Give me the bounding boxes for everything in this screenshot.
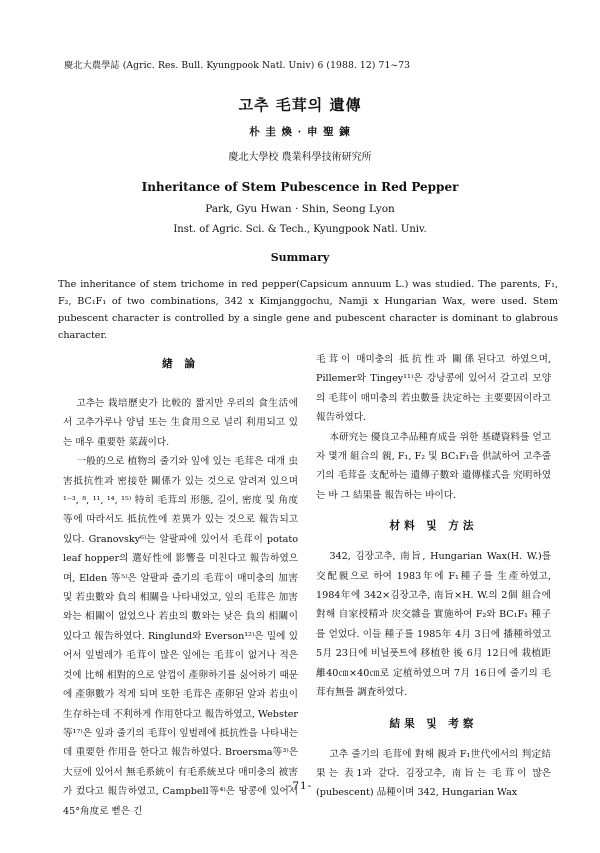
intro-paragraph-2: 一般的으로 植物의 줄기와 잎에 있는 毛茸은 대개 虫害抵抗性과 密接한 關係가 있는 것으로 알려져 있으며¹⁻³, ⁸, ¹¹, ¹⁴, ¹⁵⁾ 特히 毛茸의 形態, 길이, 密度 및 角度 等에 따라서도 抵抗性에 差異가 있는 것으로 報告되고 있다. Granovsky⁶⁾는 알팔파에 있어서 毛茸이 potato leaf hopper의 選好性에 影響을 미친다고 報告하였으며, Elden 等⁵⁾은 알팔파 줄기의 毛茸이 매미충의 加害 및 若虫數와 負의 相關을 나타내었고, 잎의 毛茸은 加害와는 相關이 없었으나 若虫의 數와는 낮은 負의 相關이 있다고 報告하였다. Ringlund와 Everson¹²⁾은 밀에 있어서 잎벌레가 毛茸이 많은 잎에는 毛茸이 없거나 적은 것에 比해 相對的으로 알껍이 產卵하기를 싫어하기 때문에 產卵數가 적게 되며 또한 毛茸은 產卵된 알과 若虫이 生存하는데 不利하게 作用한다고 報告하였고, Webster 等¹⁷⁾은 잎과 줄기의 毛茸이 잎벌레에 抵抗性을 나타내는데 重要한 作用을 한다고 報告하였다. Broersma等³⁾은 大豆에 있어서 無毛系統이 有毛系統보다 매미충의 被害가 컸다고 報告하였고, Campbell等⁴⁾은 땅콩에 있어서 45°角度로 뻗은 긴 <box>63 456 298 817</box>
left-column <box>63 350 298 821</box>
english-authors: Park, Gyu Hwan · Shin, Seong Lyon <box>205 203 395 215</box>
intro-objective-paragraph: 本研究는 優良고추品種育成을 위한 基礎資料를 얻고자 몇개 組合의 親, F₁, F₂ 및 BC₁F₁을 供試하여 고추줄기의 毛茸을 支配하는 遺傳子數와 遺傳樣式을 究明하였는 바 그 結果를 報告하는 바이다. <box>316 431 551 501</box>
korean-authors: 朴 圭 煥 · 申 聖 鍊 <box>249 126 351 138</box>
summary-text: The inheritance of stem trichome in red pepper(Capsicum annuum L.) was studied. The parents, F₁, F₂, BC₁F₁ of two combinations, 342 x Kimjanggochu, Namji x Hungarian Wax, were used. Stem pubescent character is controlled by a single gene and pubescent character is dominant to glabrous character. <box>58 279 558 341</box>
english-affiliation: Inst. of Agric. Sci. & Tech., Kyungpook Natl. Univ. <box>173 224 427 235</box>
korean-title: 고추 毛茸의 遺傳 <box>238 96 362 114</box>
right-column <box>316 350 551 803</box>
results-paragraph: 고추 줄기의 毛茸에 對해 親과 F₁世代에서의 判定結果는 表1과 같다. 김장고추, 南旨는 毛茸이 많은(pubescent) 品種이며 342, Hungarian Wax <box>316 748 551 799</box>
intro-paragraph-1: 고추는 栽培歷史가 比較的 짧지만 우리의 食生活에서 고추가루나 양념 또는 生食用으로 널리 利用되고 있는 매우 重要한 菜蔬이다. <box>63 398 298 448</box>
introduction-heading: 緖 論 <box>162 358 199 370</box>
methods-heading: 材料 및 方法 <box>389 520 478 533</box>
summary-heading: Summary <box>270 251 330 264</box>
results-heading: 結果 및 考察 <box>389 717 478 730</box>
english-title: Inheritance of Stem Pubescence in Red Pepper <box>141 180 459 194</box>
methods-paragraph: 342, 김장고추, 南旨, Hungarian Wax(H. W.)를 交配親으로 하여 1983年에 F₁種子를 生產하였고, 1984年에 342×김장고추, 南旨×H. W.의 2個 組合에 對해 自家授精과 戻交雜을 實施하여 F₂와 BC₁F₁ 種子를 얻었다. 이들 種子를 1985年 4月 3日에 播種하였고 5月 23日에 비닐폿트에 移植한 後 6月 12日에 栽植距離40㎝×40㎝로 定植하였으며 7月 16日에 줄기의 毛茸有無를 調査하였다. <box>316 551 551 699</box>
page-number: -71- <box>287 780 313 792</box>
intro-continuation: 毛茸이 매미충의 抵抗性과 關係된다고 하였으며, Pillemer와 Tingey¹¹⁾은 강낭콩에 있어서 갈고리 모양의 毛茸이 매미충의 若虫數를 決定하는 主要要因이라고 報告하였다. <box>316 354 551 424</box>
summary-block <box>58 276 558 344</box>
korean-affiliation: 慶北大學校 農業科學技術研究所 <box>228 152 372 163</box>
journal-header: 慶北大農學誌 (Agric. Res. Bull. Kyungpook Natl. Univ) 6 (1988. 12) 71~73 <box>64 60 411 71</box>
